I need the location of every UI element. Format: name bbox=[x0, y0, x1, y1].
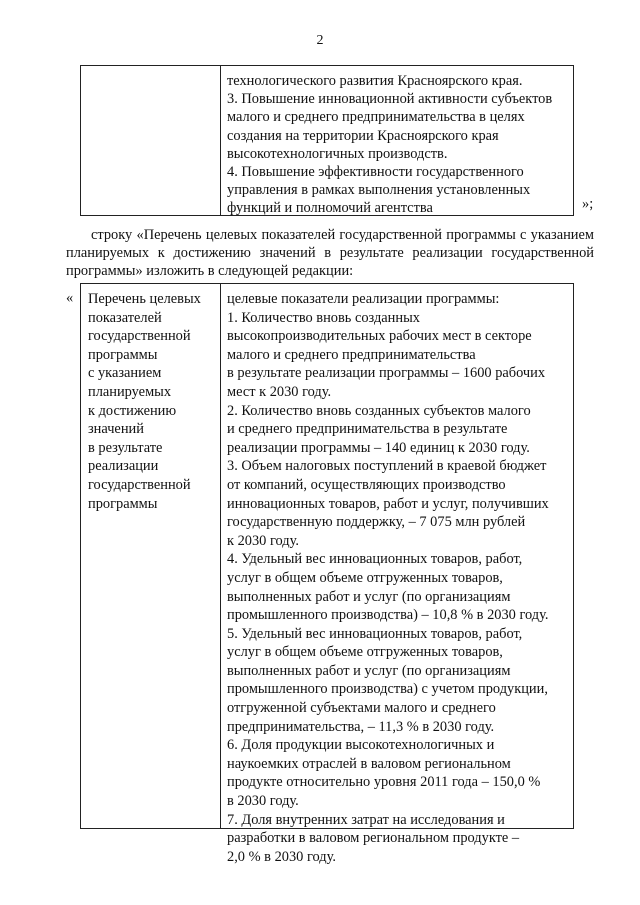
text-line: к 2030 году. bbox=[227, 532, 299, 549]
text-line: 3. Объем налоговых поступлений в краевой бюджет bbox=[227, 458, 547, 475]
text-line: управления в рамках выполнения установленных bbox=[227, 182, 531, 199]
page-number: 2 bbox=[316, 33, 324, 48]
text-line: промышленного производства) – 10,8 % в 2030 году. bbox=[227, 607, 549, 624]
column-divider bbox=[220, 284, 221, 828]
text-line: наукоемких отраслей в валовом региональном bbox=[227, 755, 511, 772]
text-line: планируемых bbox=[88, 383, 172, 400]
text-line: выполненных работ и услуг (по организациям bbox=[227, 588, 511, 605]
text-line: услуг в общем объеме отгруженных товаров, bbox=[227, 569, 503, 586]
text-line: 3. Повышение инновационной активности субъектов bbox=[227, 91, 553, 108]
text-line: высокопроизводительных рабочих мест в секторе bbox=[227, 328, 532, 345]
text-line: в результате bbox=[88, 439, 163, 456]
closing-quote: »; bbox=[582, 196, 594, 212]
text-line: создания на территории Красноярского края bbox=[227, 127, 499, 144]
text-line: с указанием bbox=[88, 365, 162, 382]
text-line: реализации программы – 140 единиц к 2030 году. bbox=[227, 439, 530, 456]
text-line: малого и среднего предпринимательства bbox=[227, 346, 476, 363]
table-cell-right bbox=[227, 72, 569, 218]
text-line: функций и полномочий агентства bbox=[227, 200, 433, 217]
text-line: услуг в общем объеме отгруженных товаров, bbox=[227, 644, 503, 661]
text-line: разработки в валовом региональном продукте – bbox=[227, 830, 520, 847]
text-line: государственной bbox=[88, 476, 191, 493]
text-line: технологического развития Красноярского края. bbox=[227, 73, 523, 89]
text-line: 2,0 % в 2030 году. bbox=[227, 848, 336, 865]
text-line: реализации bbox=[88, 458, 159, 475]
table-cell-left bbox=[88, 290, 216, 513]
text-line: высокотехнологичных производств. bbox=[227, 145, 448, 162]
text-line: 5. Удельный вес инновационных товаров, работ, bbox=[227, 625, 523, 642]
text-line: мест к 2030 году. bbox=[227, 383, 332, 400]
table-fragment-top bbox=[80, 65, 574, 216]
text-line: Перечень целевых bbox=[88, 291, 201, 307]
table-new-edition bbox=[80, 283, 574, 865]
text-line: малого и среднего предпринимательства в целях bbox=[227, 109, 525, 126]
text-line: 2. Количество вновь созданных субъектов малого bbox=[227, 402, 531, 419]
text-line: к достижению bbox=[88, 402, 177, 419]
opening-quote: « bbox=[66, 290, 74, 306]
text-line: отгруженной субъектами малого и среднего bbox=[227, 700, 496, 717]
text-line: программы bbox=[88, 495, 158, 512]
text-line: 7. Доля внутренних затрат на исследования и bbox=[227, 811, 505, 828]
text-line: 4. Удельный вес инновационных товаров, работ, bbox=[227, 551, 523, 568]
text-line: инновационных товаров, работ и услуг, получивших bbox=[227, 495, 549, 512]
text-line: в результате реализации программы – 1600 рабочих bbox=[227, 365, 546, 382]
text-line: в 2030 году. bbox=[227, 793, 299, 810]
text-line: государственной bbox=[88, 328, 191, 345]
text-line: 6. Доля продукции высокотехнологичных и bbox=[227, 737, 495, 754]
text-line: значений bbox=[88, 421, 144, 438]
amendment-paragraph: строку «Перечень целевых показателей государственной программы с указанием планируемых к достижению значений в результате реализации государственной программы» изложить в следующей редакции: bbox=[66, 227, 594, 279]
text-line: и среднего предпринимательства в результате bbox=[227, 421, 508, 438]
text-line: государственную поддержку, – 7 075 млн рублей bbox=[227, 514, 526, 531]
text-line: предпринимательства, – 11,3 % в 2030 году. bbox=[227, 718, 495, 735]
text-line: от компаний, осуществляющих производство bbox=[227, 476, 506, 493]
text-line: программы bbox=[88, 346, 158, 363]
text-line: целевые показатели реализации программы: bbox=[227, 291, 500, 307]
text-line: выполненных работ и услуг (по организациям bbox=[227, 662, 511, 679]
table-cell-right bbox=[227, 290, 569, 866]
text-line: 4. Повышение эффективности государственного bbox=[227, 164, 524, 181]
text-line: промышленного производства) с учетом продукции, bbox=[227, 681, 548, 698]
text-line: продукте относительно уровня 2011 года – 150,0 % bbox=[227, 774, 541, 791]
text-line: показателей bbox=[88, 309, 162, 326]
column-divider bbox=[220, 66, 221, 215]
text-line: 1. Количество вновь созданных bbox=[227, 309, 420, 326]
